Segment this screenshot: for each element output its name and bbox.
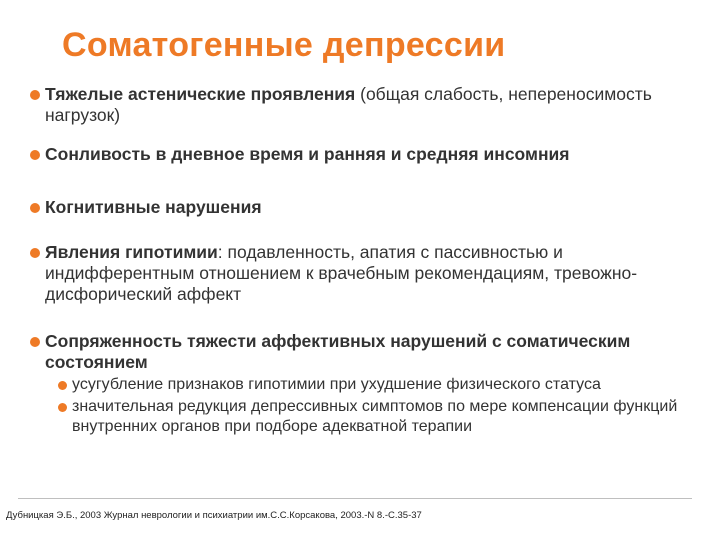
item-text: (общая слабость, непереносимость нагрузок) [45, 84, 652, 125]
footer-citation: Дубницкая Э.Б., 2003 Журнал неврологии и психиатрии им.С.С.Корсакова, 2003.-N 8.-С.35-37 [6, 510, 422, 521]
bullet-dot [30, 248, 40, 258]
bullet-dot [30, 337, 40, 347]
sub-item-text: усугубление признаков гипотимии при ухудшение физического статуса [72, 376, 601, 393]
item-bold-text: Сонливость в дневное время и ранняя и средняя инсомния [45, 144, 570, 164]
item-bold-text: Когнитивные нарушения [45, 197, 262, 217]
sub-item-text: значительная редукция депрессивных симптомов по мере компенсации функций внутренних органов при подборе адекватной терапии [72, 398, 678, 435]
list-item [28, 144, 700, 165]
list-item [28, 242, 700, 305]
bullet-dot [30, 150, 40, 160]
item-bold-text: Явления гипотимии [45, 242, 218, 262]
bullet-list [28, 84, 700, 437]
list-item [28, 331, 700, 373]
bullet-dot [30, 203, 40, 213]
sub-bullet-dot [58, 381, 67, 390]
slide-title: Соматогенные депрессии [62, 26, 506, 64]
sub-bullet-dot [58, 403, 67, 412]
list-item [28, 84, 700, 126]
bullet-dot [30, 90, 40, 100]
sub-list-item [56, 375, 700, 395]
list-item [28, 197, 700, 218]
item-text: : подавленность, апатия с пассивностью и индифферентным отношением к врачебным рекомендациям, тревожно-дисфорический аффект [45, 242, 638, 304]
footer-divider [18, 498, 692, 499]
item-bold-text: Сопряженность тяжести аффективных нарушений с соматическим состоянием [45, 331, 631, 372]
sub-list-item [56, 397, 700, 437]
item-bold-text: Тяжелые астенические проявления [45, 84, 356, 104]
